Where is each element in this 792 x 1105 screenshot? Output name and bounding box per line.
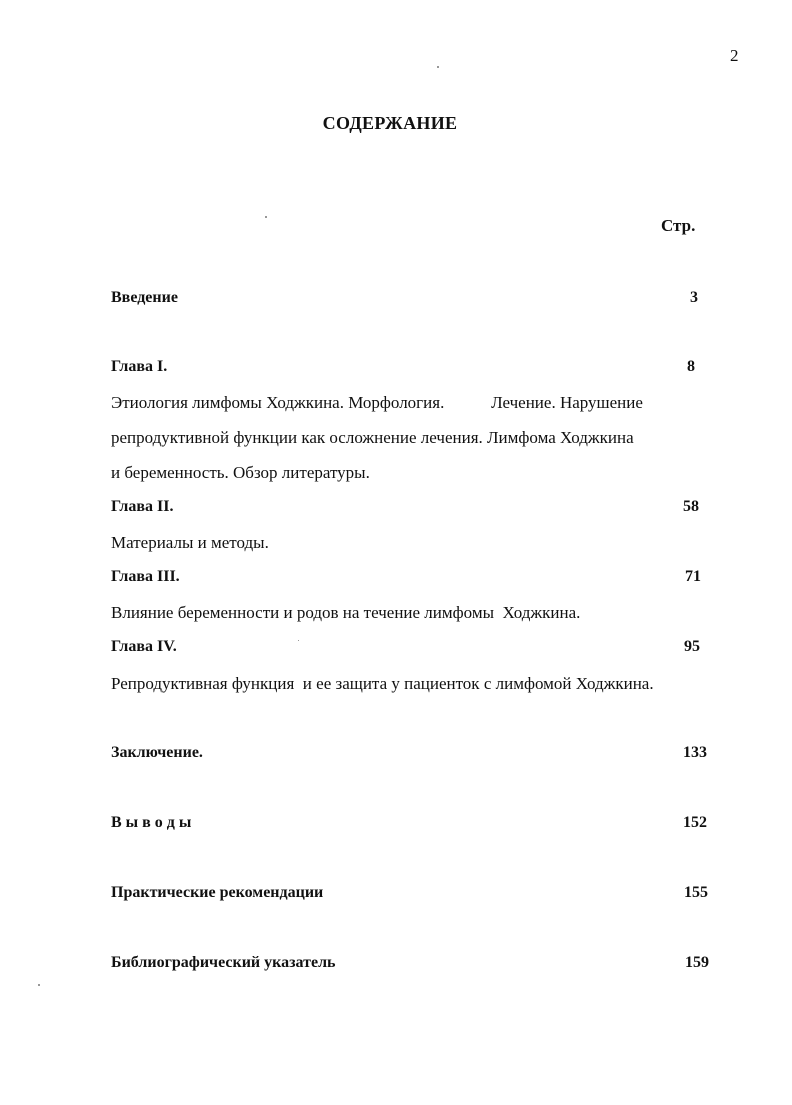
toc-entry-bibliography-label: Библиографический указатель — [111, 954, 336, 971]
toc-entry-ch1-page: 8 — [687, 358, 695, 375]
scan-speck — [437, 66, 439, 68]
toc-entry-ch3-desc: Влияние беременности и родов на течение лимфомы Ходжкина. — [111, 603, 581, 622]
toc-entry-ch4-label: Глава IV. — [111, 638, 177, 655]
toc-entry-ch4-desc: Репродуктивная функция и ее защита у пациенток с лимфомой Ходжкина. — [111, 674, 654, 693]
toc-entry-intro-page: 3 — [690, 289, 698, 306]
toc-entry-ch1-desc-line-1: Этиология лимфомы Ходжкина. Морфология. Лечение. Нарушение — [111, 393, 643, 412]
toc-entry-ch3-label: Глава III. — [111, 568, 180, 585]
toc-entry-bibliography-page: 159 — [685, 954, 709, 971]
scan-speck — [38, 984, 40, 986]
toc-entry-ch2-desc: Материалы и методы. — [111, 533, 269, 552]
toc-entry-ch3-page: 71 — [685, 568, 701, 585]
toc-entry-ch1-desc-line-3: и беременность. Обзор литературы. — [111, 463, 370, 482]
page-number: 2 — [730, 46, 739, 65]
toc-entry-recommendations-label: Практические рекомендации — [111, 884, 324, 901]
toc-entry-conclusion-label: Заключение. — [111, 744, 203, 761]
pages-column-header: Стр. — [661, 216, 696, 235]
toc-entry-ch4-page: 95 — [684, 638, 700, 655]
toc-entry-findings-label: В ы в о д ы — [111, 814, 192, 831]
toc-entry-ch2-label: Глава II. — [111, 498, 174, 515]
toc-entry-recommendations-page: 155 — [684, 884, 708, 901]
toc-entry-ch2-page: 58 — [683, 498, 699, 515]
toc-entry-ch1-desc-line-2: репродуктивной функции как осложнение лечения. Лимфома Ходжкина — [111, 428, 634, 447]
toc-entry-findings-page: 152 — [683, 814, 707, 831]
page-title: СОДЕРЖАНИЕ — [322, 113, 458, 133]
scan-speck — [298, 640, 299, 641]
toc-entry-intro-label: Введение — [111, 289, 178, 306]
scan-speck — [265, 216, 267, 218]
toc-entry-ch1-label: Глава I. — [111, 358, 168, 375]
toc-entry-conclusion-page: 133 — [683, 744, 707, 761]
